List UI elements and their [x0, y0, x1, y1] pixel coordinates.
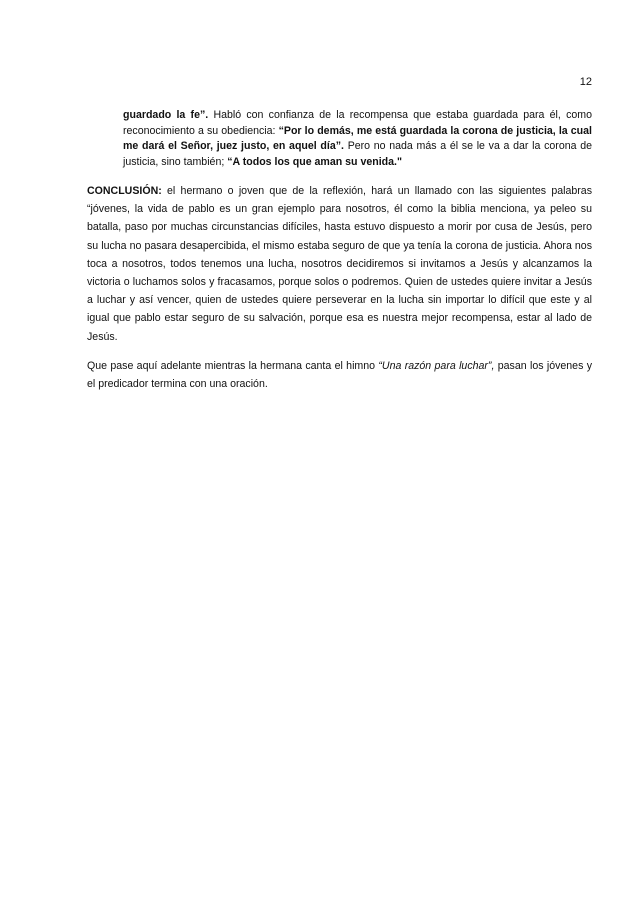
paragraph-text: Habló con confianza de la recompensa que estaba guardada para él, como reconocimiento a su obediencia:	[123, 109, 592, 137]
page-number: 12	[579, 76, 592, 88]
conclusion-text: el hermano o joven que de la reflexión, hará un llamado con las siguientes palabras “jóvenes, la vida de pablo es un gran ejemplo para nosotros, él como la biblia menciona, ya peleo su batalla, paso por muchas circunstancias difíciles, hasta estuvo dispuesto a morir por cusa de Jesús, pero su lucha no pasara desapercibida, el mismo estaba seguro de que ya tenía la corona de justicia. Ahora nos toca a nosotros, todos tenemos una lucha, nosotros decidiremos si invitamos a Jesús y alcanzamos la victoria o luchamos solos y fracasamos, porque solos o podremos. Quien de ustedes quiere invitar a Jesús a luchar y así vencer, quien de ustedes quiere perseverar en la lucha sin importar lo difícil que este y al igual que pablo estar seguro de su salvación, porque esa es nuestra mejor recompensa, estar al lado de Jesús.	[87, 185, 592, 343]
indented-quote-paragraph	[123, 108, 592, 170]
bible-quote: “Por lo demás, me está guardada la corona de justicia, la cual me dará el Señor, juez justo, en aquel día”.	[123, 124, 592, 153]
closing-text: pasan los jóvenes y el predicador termina con una oración.	[87, 360, 593, 391]
paragraph-text: Pero no nada más a él se le va a dar la corona de justicia, sino también;	[123, 140, 592, 168]
bold-phrase: guardado la fe”.	[123, 109, 209, 121]
conclusion-paragraph	[87, 182, 592, 346]
closing-text: Que pase aquí adelante mientras la hermana canta el himno	[87, 360, 379, 372]
conclusion-label: CONCLUSIÓN:	[87, 185, 162, 197]
bible-quote: “A todos los que aman su venida."	[227, 155, 402, 168]
hymn-title: “Una razón para luchar”,	[378, 360, 495, 372]
closing-paragraph	[87, 357, 592, 393]
